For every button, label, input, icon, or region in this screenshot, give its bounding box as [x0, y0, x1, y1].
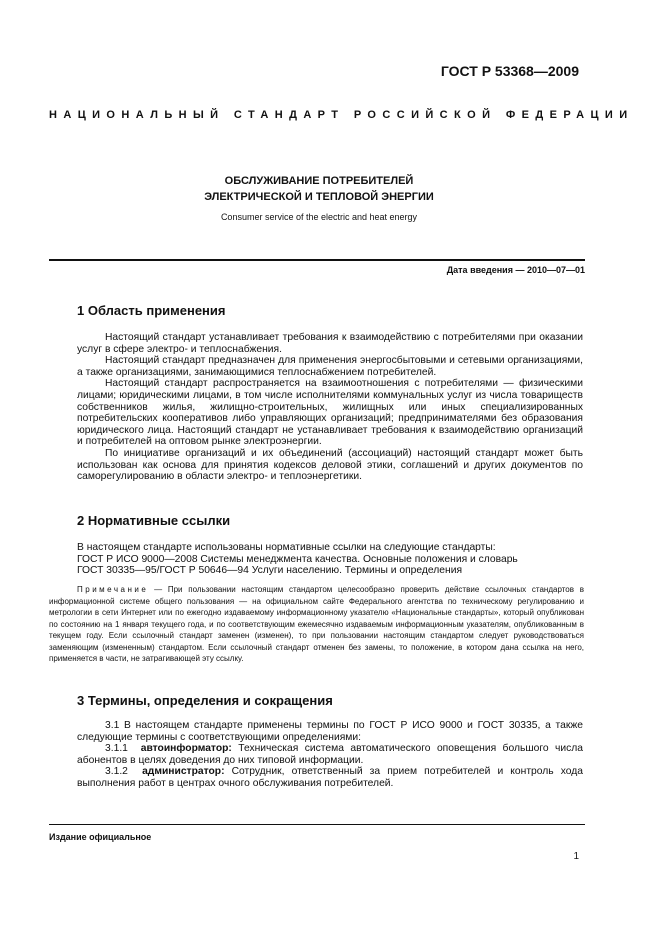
section-3-heading: 3 Термины, определения и сокращения [77, 693, 333, 708]
term-3-1-1-name: автоинформатор: [140, 743, 232, 755]
term-3-1-1 [77, 743, 583, 766]
term-3-1-1-number: 3.1.1 [105, 743, 128, 755]
section-1-body [77, 332, 583, 483]
section-2-body [77, 542, 583, 577]
term-3-1-2-name: администратор: [142, 766, 225, 778]
section-1-paragraph-2: Настоящий стандарт предназначен для применения энергосбытовыми и сетевыми организациями, а также организациями, занимающимися теплоснабжением потребителей. [77, 355, 583, 378]
normative-reference-2: ГОСТ 30335—95/ГОСТ Р 50646—94 Услуги населению. Термины и определения [77, 565, 463, 577]
header-divider [49, 259, 585, 261]
section-1-paragraph-3: Настоящий стандарт распространяется на взаимоотношения с потребителями — физическими лицами; юридическими лицами, в том числе исполнителями коммунальных услуг из числа товариществ собственников жилья, жилищно-строительных, жилищных или иных специализированных потребительских кооперативов либо управляющих организаций; предпринимателями без образования юридического лица. Настоящий стандарт не устанавливает требования к взаимодействию организаций и потребителей на оптовом рынке электроэнергии. [77, 378, 583, 448]
official-edition-label: Издание официальное [49, 832, 152, 842]
gost-number: ГОСТ Р 53368—2009 [440, 63, 579, 79]
normative-reference-1: ГОСТ Р ИСО 9000—2008 Системы менеджмента качества. Основные положения и словарь [77, 553, 518, 565]
clause-3-1: 3.1 В настоящем стандарте применены термины по ГОСТ Р ИСО 9000 и ГОСТ 30335, а также следующие термины с соответствующими определениями: [77, 720, 583, 743]
section-1-paragraph-4: По инициативе организаций и их объединений (ассоциаций) настоящий стандарт может быть использован как основа для принятия кодексов деловой этики, соглашений и других документов по саморегулированию в области электро- и теплоэнергетики. [77, 447, 583, 483]
national-standard-banner: НАЦИОНАЛЬНЫЙ СТАНДАРТ РОССИЙСКОЙ ФЕДЕРАЦИИ [49, 109, 634, 121]
footer-divider [49, 824, 585, 825]
title-line-1: ОБСЛУЖИВАНИЕ ПОТРЕБИТЕЛЕЙ [224, 175, 414, 187]
note-text: — При пользовании настоящим стандартом целесообразно проверить действие ссылочных стандартов в информационной системе общего пользования — на официальном сайте Федерального агентства по техническому регулированию и метрологии в сети Интернет или по ежегодно издаваемому информационному указателю «Национальные стандарты», который опубликован по состоянию на 1 января текущего года, и по соответствующим ежемесячно издаваемым информационным указателям, опубликованным в текущем году. Если ссылочный стандарт заменен (изменен), то при пользовании настоящим стандартом следует руководствоваться заменяющим (измененным) стандартом. Если ссылочный стандарт отменен без замены, то положение, в котором дана ссылка на него, применяется в части, не затрагивающей эту ссылку. [49, 585, 584, 663]
term-3-1-1-definition: Техническая система автоматического оповещения большого числа абонентов в целях доведения до них типовой информации. [77, 743, 583, 766]
title-line-2: ЭЛЕКТРИЧЕСКОЙ И ТЕПЛОВОЙ ЭНЕРГИИ [204, 191, 434, 203]
introduction-date: Дата введения — 2010—07—01 [446, 265, 585, 275]
section-2-heading: 2 Нормативные ссылки [77, 513, 231, 528]
term-3-1-2 [77, 766, 583, 789]
english-title: Consumer service of the electric and heat energy [220, 212, 418, 222]
note-label: Примечание [77, 585, 149, 594]
term-3-1-2-definition: Сотрудник, ответственный за прием потребителей и контроль хода выполнения работ в центрах очного обслуживания потребителей. [77, 766, 583, 789]
document-title [49, 173, 589, 205]
section-2-intro: В настоящем стандарте использованы нормативные ссылки на следующие стандарты: [77, 542, 496, 553]
page-number: 1 [573, 851, 579, 862]
section-3-body [77, 720, 583, 790]
section-1-heading: 1 Область применения [77, 303, 226, 318]
section-2-note [49, 584, 584, 665]
term-3-1-2-number: 3.1.2 [105, 766, 128, 778]
section-1-paragraph-1: Настоящий стандарт устанавливает требования к взаимодействию с потребителями при оказании услуг в сфере электро- и теплоснабжения. [77, 332, 583, 355]
